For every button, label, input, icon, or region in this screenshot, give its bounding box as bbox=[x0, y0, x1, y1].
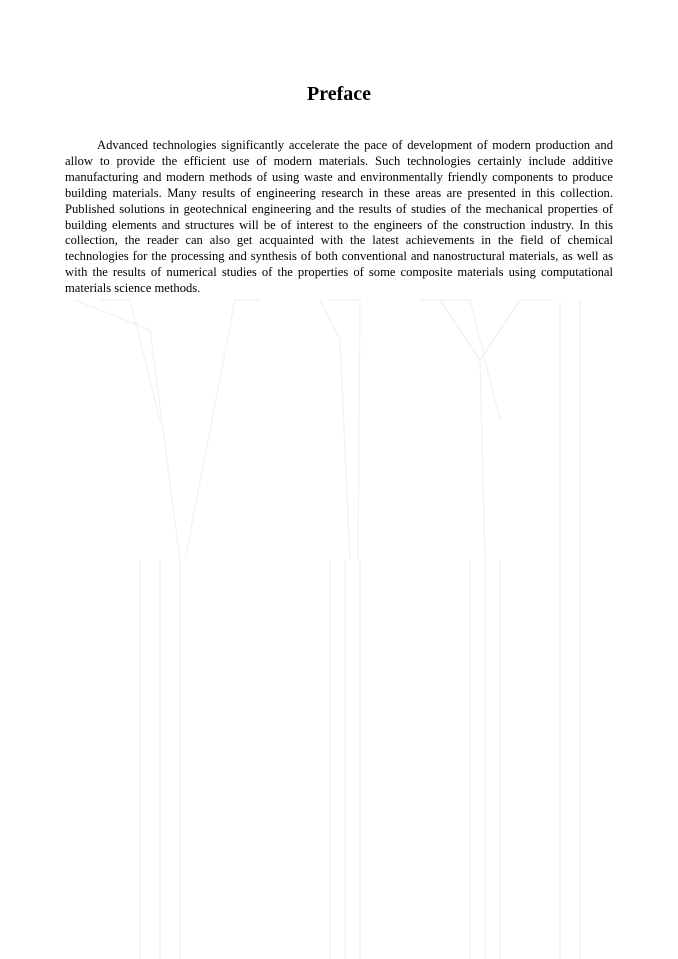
preface-paragraph: Advanced technologies significantly accelerate the pace of development of modern production and allow to provide the efficient use of modern materials. Such technologies certainly include additive manufacturing and modern methods of using waste and environmentally friendly components to produce building materials. Many results of engineering research in these areas are presented in this collection. Published solutions in geotechnical engineering and the results of studies of the mechanical properties of building elements and structures will be of interest to the engineers of the construction industry. In this collection, the reader can also get acquainted with the latest achievements in the field of chemical technologies for the processing and synthesis of both conventional and nanostructural materials, as well as with the results of numerical studies of the properties of some composite materials using computational materials science methods. bbox=[65, 138, 613, 296]
page-title: Preface bbox=[306, 83, 372, 105]
